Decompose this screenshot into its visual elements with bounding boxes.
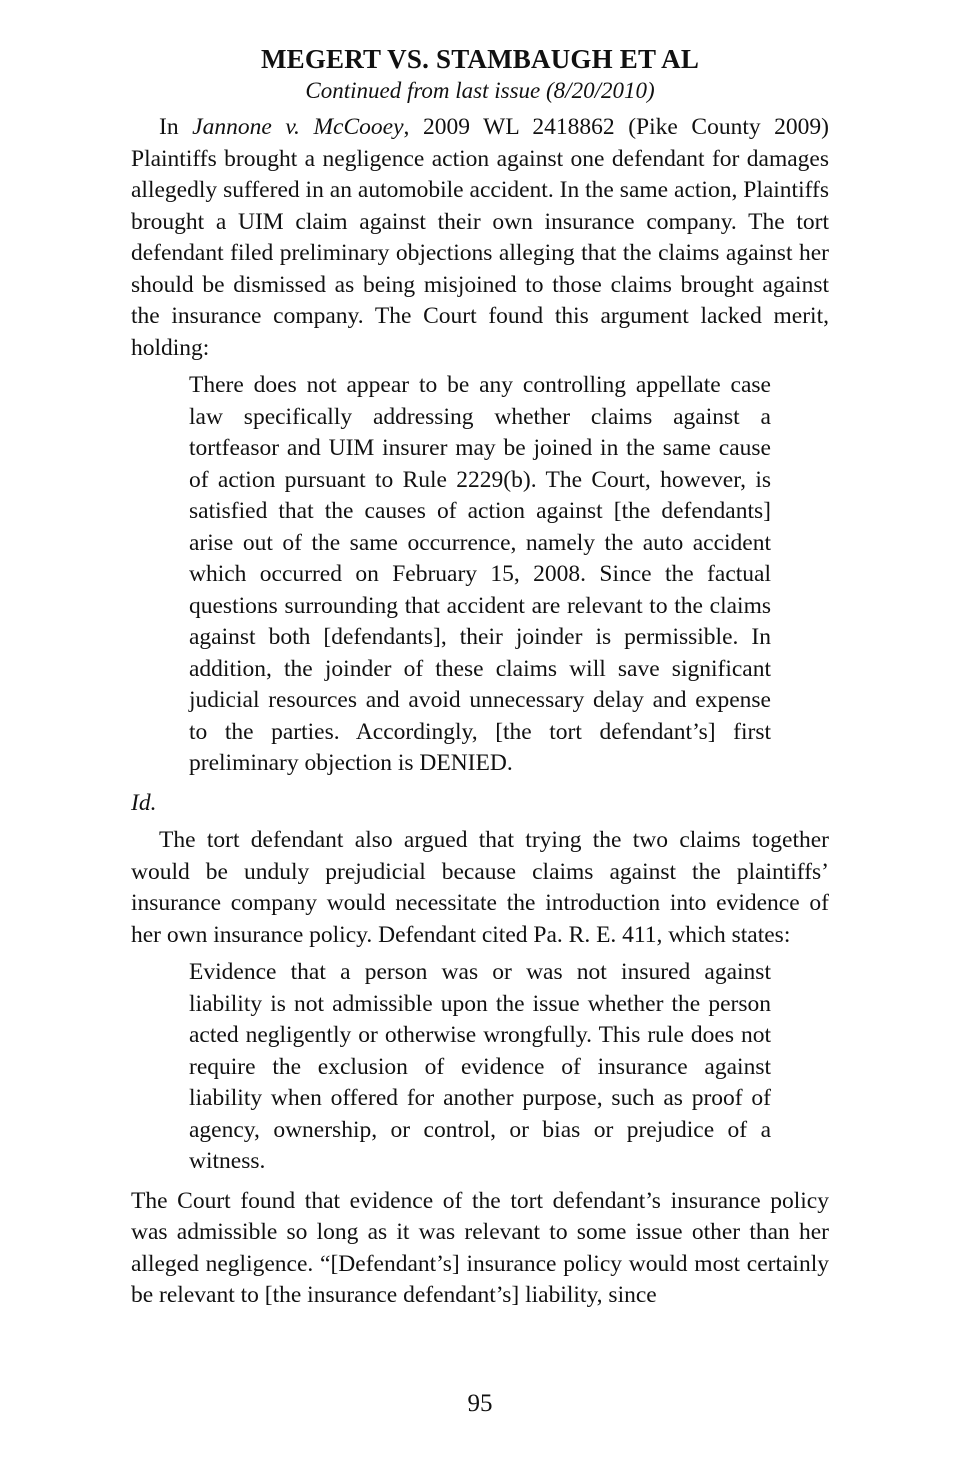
block-quote-2: Evidence that a person was or was not insured against liability is not admissible upon the issue whether the person acted negligently or otherwise wrongfully. This rule does not require the exclusion of evidence of insurance against liability when offered for another purpose, such as proof of agency, ownership, or control, or bias or prejudice of a witness. [189, 959, 771, 1174]
page-number: 95 [467, 1390, 493, 1417]
block-quote-1: There does not appear to be any controlling appellate case law specifically addressing whether claims against a tortfeasor and UIM insurer may be joined in the same cause of action pursuant to Rule 2229(b). The Court, however, is satisfied that the causes of action against [the defendants] arise out of the same occurrence, namely the auto accident which occurred on February 15, 2008. Since the factual questions surrounding that accident are relevant to the claims against both [defendants], their joinder is permissible. In addition, the joinder of these claims will save significant judicial resources and avoid unnecessary delay and expense to the parties. Accordingly, [the tort defendant’s] first preliminary objection is DENIED. [189, 372, 771, 776]
paragraph-2: The tort defendant also argued that trying the two claims together would be unduly prejudicial because claims against the plaintiffs’ insurance company would necessitate the introduction into evidence of her own insurance policy. Defendant cited Pa. R. E. 411, which states: [131, 827, 829, 948]
paragraph-1-text: , 2009 WL 2418862 (Pike County 2009) Plaintiffs brought a negligence action against one defendant for damages allegedly suffered in an automobile accident. In the same action, Plaintiffs brought a UIM claim against their own insurance company. The tort defendant filed preliminary objections alleging that the claims against her should be dismissed as being misjoined to those claims brought against the insurance company. The Court found this argument lacked merit, holding: [131, 114, 829, 361]
paragraph-1-lead: In [159, 114, 193, 140]
page-title: MEGERT VS. STAMBAUGH ET AL [260, 44, 700, 74]
case-name: Jannone v. McCooey [192, 114, 404, 140]
page-subtitle: Continued from last issue (8/20/2010) [305, 78, 655, 103]
citation-id: Id. [131, 789, 157, 816]
paragraph-3: The Court found that evidence of the tort defendant’s insurance policy was admissible so long as it was relevant to some issue other than her alleged negligence. “[Defendant’s] insurance policy would most certainly be relevant to [the insurance defendant’s] liability, since [131, 1187, 829, 1308]
paragraph-1 [131, 112, 829, 364]
page-body [131, 42, 829, 1312]
